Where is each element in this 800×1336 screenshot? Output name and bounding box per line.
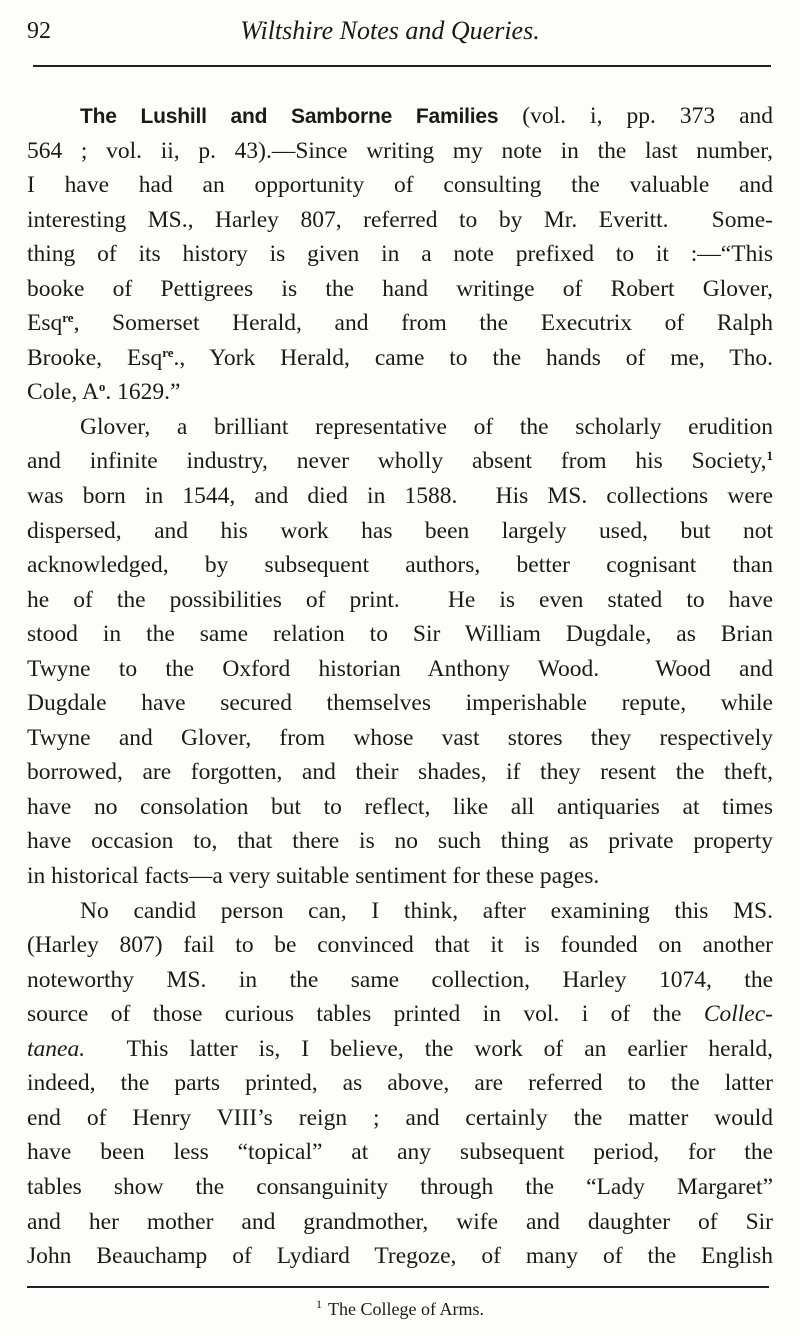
text-segment: . 1629.” — [105, 379, 181, 406]
text-segment: borrowed, are forgotten, and their shades, if they resent the theft, — [27, 759, 773, 786]
text-line — [27, 652, 773, 687]
text-segment: have been less “topical” at any subsequent period, for the — [27, 1139, 773, 1166]
text-line — [27, 721, 773, 756]
text-line — [27, 583, 773, 618]
text-line — [27, 134, 773, 169]
text-segment: acknowledged, by subsequent authors, better cognisant than — [27, 552, 773, 579]
text-line — [27, 894, 773, 929]
text-line — [27, 1205, 773, 1240]
text-line — [27, 617, 773, 652]
text-line — [27, 997, 773, 1032]
text-line — [27, 790, 773, 825]
paragraph — [27, 410, 773, 894]
superscript: 1 — [766, 448, 773, 464]
text-segment: and her mother and grandmother, wife and daughter of Sir — [27, 1208, 773, 1235]
superscript: re — [162, 344, 174, 360]
text-segment: Twyne to the Oxford historian Anthony Wood. Wood and — [27, 655, 773, 682]
text-segment: 564 ; vol. ii, p. 43).—Since writing my note in the last number, — [27, 137, 773, 164]
text-line — [27, 928, 773, 963]
text-line — [27, 479, 773, 514]
text-segment: interesting MS., Harley 807, referred to by Mr. Everitt. Some- — [27, 206, 773, 233]
text-line — [27, 1101, 773, 1136]
text-line — [27, 859, 773, 894]
text-line — [27, 375, 773, 410]
text-segment: , Somerset Herald, and from the Executrix of Ralph — [73, 310, 773, 337]
text-line — [27, 237, 773, 272]
text-segment: he of the possibilities of print. He is even stated to have — [27, 586, 773, 613]
text-segment: (vol. i, pp. 373 and — [498, 103, 773, 129]
text-line — [27, 272, 773, 307]
footnote-marker: 1 — [316, 1297, 322, 1311]
text-segment: ., York Herald, came to the hands of me, Tho. — [173, 344, 774, 371]
page-number: 92 — [27, 18, 51, 44]
text-segment: Cole, A — [27, 379, 99, 406]
text-line — [27, 963, 773, 998]
text-line — [27, 444, 773, 479]
text-segment: dispersed, and his work has been largely used, but not — [27, 517, 773, 544]
text-segment: tables show the consanguinity through the “Lady Margaret” — [27, 1173, 773, 1200]
text-segment: (Harley 807) fail to be convinced that it is founded on another — [27, 932, 773, 959]
text-segment: booke of Pettigrees is the hand writinge of Robert Glover, — [27, 275, 773, 302]
text-segment: source of those curious tables printed in vol. i of the — [27, 1001, 704, 1028]
superscript: re — [62, 310, 74, 326]
text-line — [27, 306, 773, 341]
text-line — [27, 1032, 773, 1067]
text-segment: I have had an opportunity of consulting the valuable and — [27, 172, 773, 199]
text-line — [27, 548, 773, 583]
text-line — [27, 1239, 773, 1274]
text-segment: indeed, the parts printed, as above, are referred to the latter — [27, 1070, 773, 1097]
footnote-text: The College of Arms. — [328, 1299, 484, 1319]
text-segment: John Beauchamp of Lydiard Tregoze, of many of the English — [27, 1243, 773, 1270]
text-segment: end of Henry VIII’s reign ; and certainly the matter would — [27, 1104, 773, 1131]
text-segment: have occasion to, that there is no such thing as private property — [27, 828, 773, 855]
text-segment: Esq — [27, 310, 63, 337]
text-line — [27, 1066, 773, 1101]
text-segment: Dugdale have secured themselves imperishable repute, while — [27, 690, 773, 717]
header-rule — [33, 65, 771, 67]
paragraph — [27, 99, 773, 410]
text-line — [27, 824, 773, 859]
text-line — [27, 755, 773, 790]
text-line — [27, 686, 773, 721]
text-line — [27, 1135, 773, 1170]
text-line — [27, 410, 773, 445]
text-segment: No candid person can, I think, after examining this MS. — [80, 897, 773, 924]
text-segment: thing of its history is given in a note prefixed to it :—“This — [27, 241, 773, 268]
footnote — [0, 1297, 800, 1320]
paragraph — [27, 894, 773, 1274]
text-segment: Glover, a brilliant representative of the scholarly erudition — [80, 413, 773, 440]
text-segment: have no consolation but to reflect, like all antiquaries at times — [27, 793, 773, 820]
italic-text: Collec- — [703, 1001, 773, 1028]
text-segment: Brooke, Esq — [27, 344, 163, 371]
text-segment: This latter is, I believe, the work of an earlier herald, — [85, 1035, 773, 1062]
text-segment: and infinite industry, never wholly absent from his Society, — [27, 448, 767, 475]
text-line — [27, 203, 773, 238]
article-body — [27, 99, 773, 1274]
footnote-rule — [27, 1286, 769, 1288]
text-line — [27, 341, 773, 376]
text-line — [27, 514, 773, 549]
text-segment: Twyne and Glover, from whose vast stores they respectively — [27, 724, 773, 751]
text-line — [27, 1170, 773, 1205]
article-heading: The Lushill and Samborne Families — [80, 105, 499, 128]
superscript: o — [98, 379, 106, 395]
text-segment: noteworthy MS. in the same collection, Harley 1074, the — [27, 966, 773, 993]
text-line — [27, 168, 773, 203]
text-line — [27, 99, 773, 134]
running-title: Wiltshire Notes and Queries. — [240, 16, 540, 45]
text-segment: stood in the same relation to Sir William Dugdale, as Brian — [27, 621, 773, 648]
text-segment: was born in 1544, and died in 1588. His MS. collections were — [27, 483, 773, 510]
italic-text: tanea. — [27, 1035, 86, 1062]
text-segment: in historical facts—a very suitable sentiment for these pages. — [27, 863, 600, 890]
